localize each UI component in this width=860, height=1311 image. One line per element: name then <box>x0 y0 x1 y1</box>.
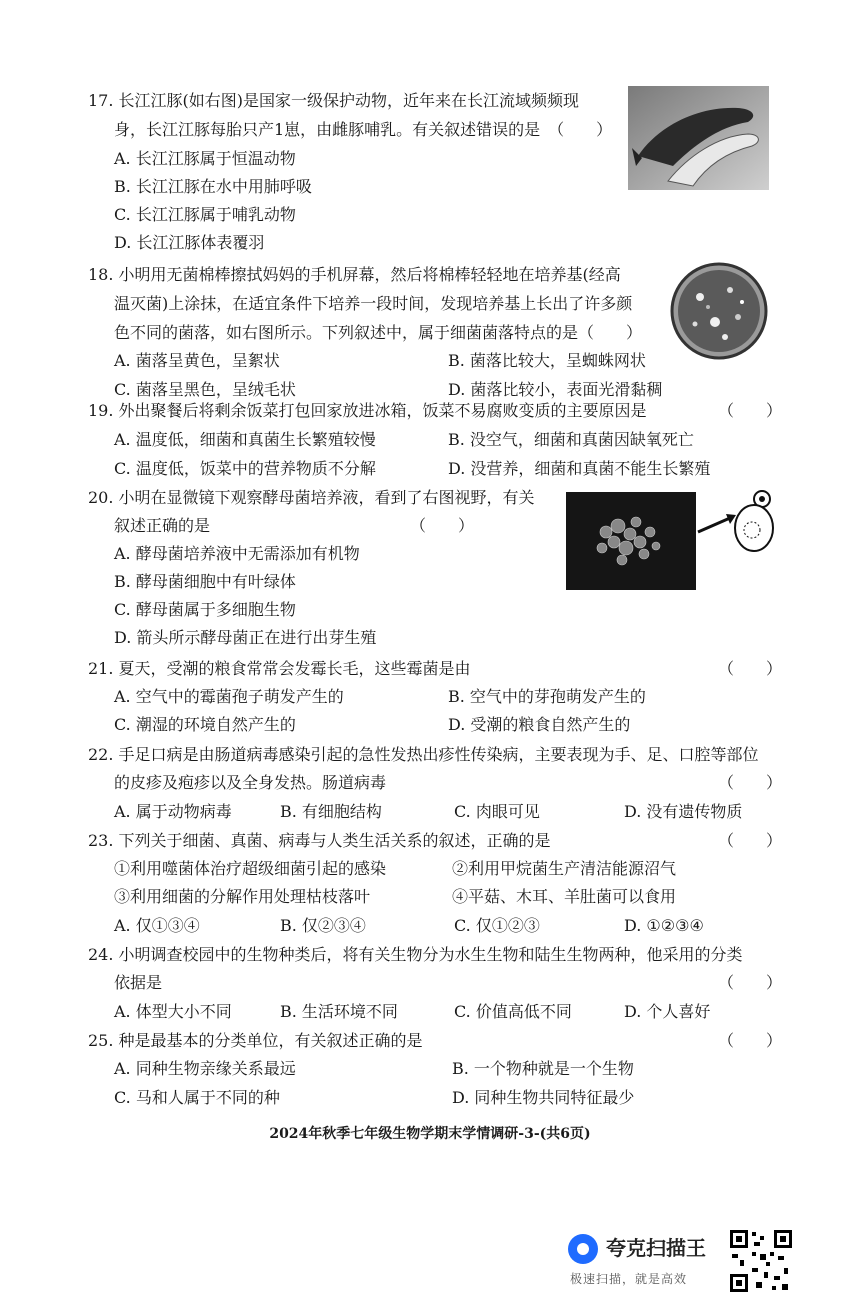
option-a: A. 长江江豚属于恒温动物 <box>114 149 296 168</box>
answer-bracket: （ ） <box>718 773 783 792</box>
question-21-line-1: 21. 夏天，受潮的粮食常常会发霉长毛，这些霉菌是由 <box>88 659 471 678</box>
finless-porpoise-photo <box>628 86 769 190</box>
option-d: D. 长江江豚体表覆羽 <box>114 233 265 252</box>
option-c: C. 价值高低不同 <box>454 1002 572 1021</box>
question-22-line-2: 的皮疹及疱疹以及全身发热。肠道病毒 <box>114 773 387 792</box>
statement-1: ①利用噬菌体治疗超级细菌引起的感染 <box>114 859 387 878</box>
option-b: B. 长江江豚在水中用肺呼吸 <box>114 177 312 196</box>
option-a: A. 属于动物病毒 <box>114 802 232 821</box>
question-20-line-2: 叙述正确的是 （ ） <box>114 516 475 535</box>
question-22-line-1: 22. 手足口病是由肠道病毒感染引起的急性发热出疹性传染病，主要表现为手、足、口腔等部位 <box>88 745 759 764</box>
option-d: D. 没营养，细菌和真菌不能生长繁殖 <box>448 459 711 478</box>
option-b: B. 菌落比较大，呈蜘蛛网状 <box>448 351 646 370</box>
option-d: D. 没有遗传物质 <box>624 802 743 821</box>
yeast-micrograph <box>566 492 696 590</box>
option-b: B. 酵母菌细胞中有叶绿体 <box>114 572 296 591</box>
scanner-watermark <box>568 1230 718 1290</box>
option-b: B. 一个物种就是一个生物 <box>452 1059 634 1078</box>
option-a: A. 温度低，细菌和真菌生长繁殖较慢 <box>114 430 376 449</box>
option-b: B. 没空气，细菌和真菌因缺氧死亡 <box>448 430 694 449</box>
option-c: C. 酵母菌属于多细胞生物 <box>114 600 296 619</box>
qr-code-icon <box>728 1228 794 1294</box>
answer-bracket: （ ） <box>718 973 783 992</box>
statement-2: ②利用甲烷菌生产清洁能源沼气 <box>452 859 677 878</box>
option-c: C. 肉眼可见 <box>454 802 540 821</box>
option-a: A. 菌落呈黄色，呈絮状 <box>114 351 280 370</box>
answer-bracket: （ ） <box>718 1031 783 1050</box>
option-c: C. 马和人属于不同的种 <box>114 1088 280 1107</box>
question-20-line-1: 20. 小明在显微镜下观察酵母菌培养液，看到了右图视野，有关 <box>88 488 535 507</box>
option-b: B. 空气中的芽孢萌发产生的 <box>448 687 646 706</box>
page-footer: 2024年秋季七年级生物学期末学情调研-3-(共6页) <box>269 1126 591 1142</box>
option-a: A. 体型大小不同 <box>114 1002 232 1021</box>
scanner-slogan: 极速扫描，就是高效 <box>570 1272 688 1286</box>
question-24-line-1: 24. 小明调查校园中的生物种类后，将有关生物分为水生生物和陆生生物两种，他采用的分类 <box>88 945 743 964</box>
question-23-line-1: 23. 下列关于细菌、真菌、病毒与人类生活关系的叙述，正确的是 <box>88 831 551 850</box>
yeast-budding-diagram <box>696 488 786 558</box>
option-a: A. 空气中的霉菌孢子萌发产生的 <box>114 687 344 706</box>
option-d: D. ①②③④ <box>624 916 704 935</box>
scanner-brand-name: 夸克扫描王 <box>606 1236 706 1260</box>
option-d: D. 同种生物共同特征最少 <box>452 1088 635 1107</box>
answer-bracket: （ ） <box>718 659 783 678</box>
option-d: D. 受潮的粮食自然产生的 <box>448 715 631 734</box>
question-18-line-1: 18. 小明用无菌棉棒擦拭妈妈的手机屏幕，然后将棉棒轻轻地在培养基(经高 <box>88 265 621 284</box>
statement-3: ③利用细菌的分解作用处理枯枝落叶 <box>114 887 371 906</box>
answer-bracket: （ ） <box>718 831 783 850</box>
option-b: B. 生活环境不同 <box>280 1002 398 1021</box>
question-24-line-2: 依据是 <box>114 973 163 992</box>
answer-bracket: （ ） <box>718 401 783 420</box>
option-b: B. 有细胞结构 <box>280 802 382 821</box>
question-17-line-1: 17. 长江江豚(如右图)是国家一级保护动物，近年来在长江流域频频现 <box>88 91 580 110</box>
option-a: A. 同种生物亲缘关系最远 <box>114 1059 296 1078</box>
petri-dish-photo <box>670 262 768 360</box>
option-d: D. 箭头所示酵母菌正在进行出芽生殖 <box>114 628 377 647</box>
option-a: A. 仅①③④ <box>114 916 200 935</box>
question-18-line-2: 温灭菌)上涂抹，在适宜条件下培养一段时间，发现培养基上长出了许多颜 <box>114 294 633 313</box>
option-a: A. 酵母菌培养液中无需添加有机物 <box>114 544 360 563</box>
option-c: C. 菌落呈黑色，呈绒毛状 <box>114 380 296 399</box>
scanner-logo-icon <box>568 1234 598 1264</box>
option-d: D. 菌落比较小，表面光滑黏稠 <box>448 380 663 399</box>
statement-4: ④平菇、木耳、羊肚菌可以食用 <box>452 887 677 906</box>
question-25-line-1: 25. 种是最基本的分类单位，有关叙述正确的是 <box>88 1031 423 1050</box>
option-c: C. 长江江豚属于哺乳动物 <box>114 205 296 224</box>
option-c: C. 温度低，饭菜中的营养物质不分解 <box>114 459 376 478</box>
question-17-line-2: 身，长江江豚每胎只产1崽，由雌豚哺乳。有关叙述错误的是 （ ） <box>114 120 613 139</box>
question-18-line-3: 色不同的菌落，如右图所示。下列叙述中，属于细菌菌落特点的是（ ） <box>114 323 643 342</box>
option-d: D. 个人喜好 <box>624 1002 711 1021</box>
option-b: B. 仅②③④ <box>280 916 366 935</box>
question-19-line-1: 19. 外出聚餐后将剩余饭菜打包回家放进冰箱，饭菜不易腐败变质的主要原因是 <box>88 401 647 420</box>
option-c: C. 潮湿的环境自然产生的 <box>114 715 296 734</box>
option-c: C. 仅①②③ <box>454 916 540 935</box>
